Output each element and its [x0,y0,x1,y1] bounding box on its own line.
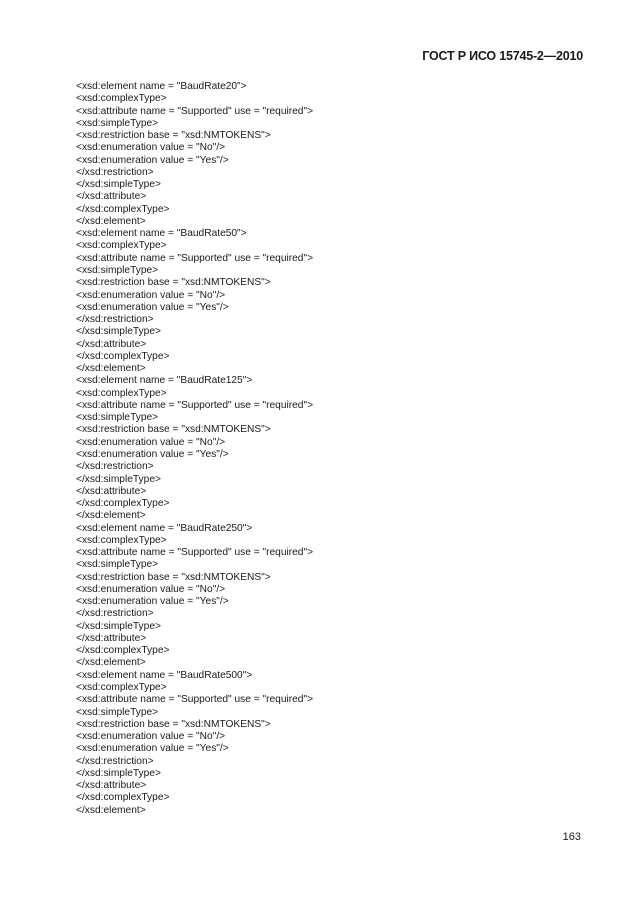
code-line: </xsd:complexType> [76,203,170,215]
code-line: <xsd:restriction base = "xsd:NMTOKENS"> [76,424,271,436]
code-line: </xsd:element> [76,510,146,522]
code-line: </xsd:attribute> [76,485,147,497]
code-line: </xsd:simpleType> [76,179,161,191]
code-line: <xsd:enumeration value = "Yes"/> [76,154,229,166]
code-line: <xsd:complexType> [76,682,167,694]
code-line: </xsd:element> [76,804,146,816]
code-line: </xsd:simpleType> [76,620,161,632]
code-line: <xsd:complexType> [76,240,167,252]
code-line: <xsd:enumeration value = "No"/> [76,289,226,301]
code-line: <xsd:complexType> [76,534,167,546]
code-line: </xsd:attribute> [76,632,147,644]
code-line: <xsd:simpleType> [76,706,159,718]
code-line: </xsd:restriction> [76,755,154,767]
code-line: </xsd:complexType> [76,498,170,510]
code-line: </xsd:simpleType> [76,326,161,338]
code-line: <xsd:enumeration value = "Yes"/> [76,596,229,608]
code-line: </xsd:restriction> [76,461,154,473]
code-line: </xsd:element> [76,363,146,375]
code-line: <xsd:simpleType> [76,412,159,424]
code-line: </xsd:attribute> [76,338,147,350]
code-line: </xsd:restriction> [76,314,154,326]
code-line: <xsd:element name = "BaudRate50"> [76,228,247,240]
xsd-code-block [76,81,313,817]
code-line: <xsd:complexType> [76,387,167,399]
code-line: <xsd:complexType> [76,93,167,105]
code-line: <xsd:restriction base = "xsd:NMTOKENS"> [76,571,271,583]
code-line: </xsd:attribute> [76,780,147,792]
code-line: </xsd:element> [76,215,146,227]
code-line: <xsd:restriction base = "xsd:NMTOKENS"> [76,718,271,730]
code-line: </xsd:attribute> [76,191,147,203]
code-line: </xsd:element> [76,657,146,669]
code-line: <xsd:enumeration value = "Yes"/> [76,301,229,313]
code-line: </xsd:complexType> [76,645,170,657]
code-line: <xsd:restriction base = "xsd:NMTOKENS"> [76,130,271,142]
code-line: </xsd:restriction> [76,608,154,620]
code-line: <xsd:restriction base = "xsd:NMTOKENS"> [76,277,271,289]
code-line: <xsd:element name = "BaudRate250"> [76,522,253,534]
code-line: </xsd:simpleType> [76,767,161,779]
code-line: <xsd:enumeration value = "Yes"/> [76,448,229,460]
code-line: <xsd:enumeration value = "No"/> [76,142,226,154]
code-line: <xsd:attribute name = "Supported" use = "required"> [76,547,314,559]
code-line: <xsd:element name = "BaudRate500"> [76,669,253,681]
code-line: </xsd:complexType> [76,350,170,362]
code-line: <xsd:attribute name = "Supported" use = "required"> [76,252,314,264]
code-line: </xsd:simpleType> [76,473,161,485]
page-number: 163 [562,831,581,843]
code-line: <xsd:enumeration value = "No"/> [76,731,226,743]
code-line: <xsd:element name = "BaudRate125"> [76,375,253,387]
code-line: <xsd:simpleType> [76,264,159,276]
code-line: <xsd:enumeration value = "No"/> [76,583,226,595]
code-line: <xsd:attribute name = "Supported" use = "required"> [76,694,314,706]
code-line: </xsd:restriction> [76,166,154,178]
code-line: <xsd:enumeration value = "Yes"/> [76,743,229,755]
code-line: <xsd:attribute name = "Supported" use = "required"> [76,105,314,117]
code-line: </xsd:complexType> [76,792,170,804]
code-line: <xsd:enumeration value = "No"/> [76,436,226,448]
document-header-standard-id: ГОСТ Р ИСО 15745-2—2010 [422,49,583,63]
code-line: <xsd:element name = "BaudRate20"> [76,81,247,92]
code-line: <xsd:attribute name = "Supported" use = "required"> [76,399,314,411]
code-line: <xsd:simpleType> [76,117,159,129]
code-line: <xsd:simpleType> [76,559,159,571]
